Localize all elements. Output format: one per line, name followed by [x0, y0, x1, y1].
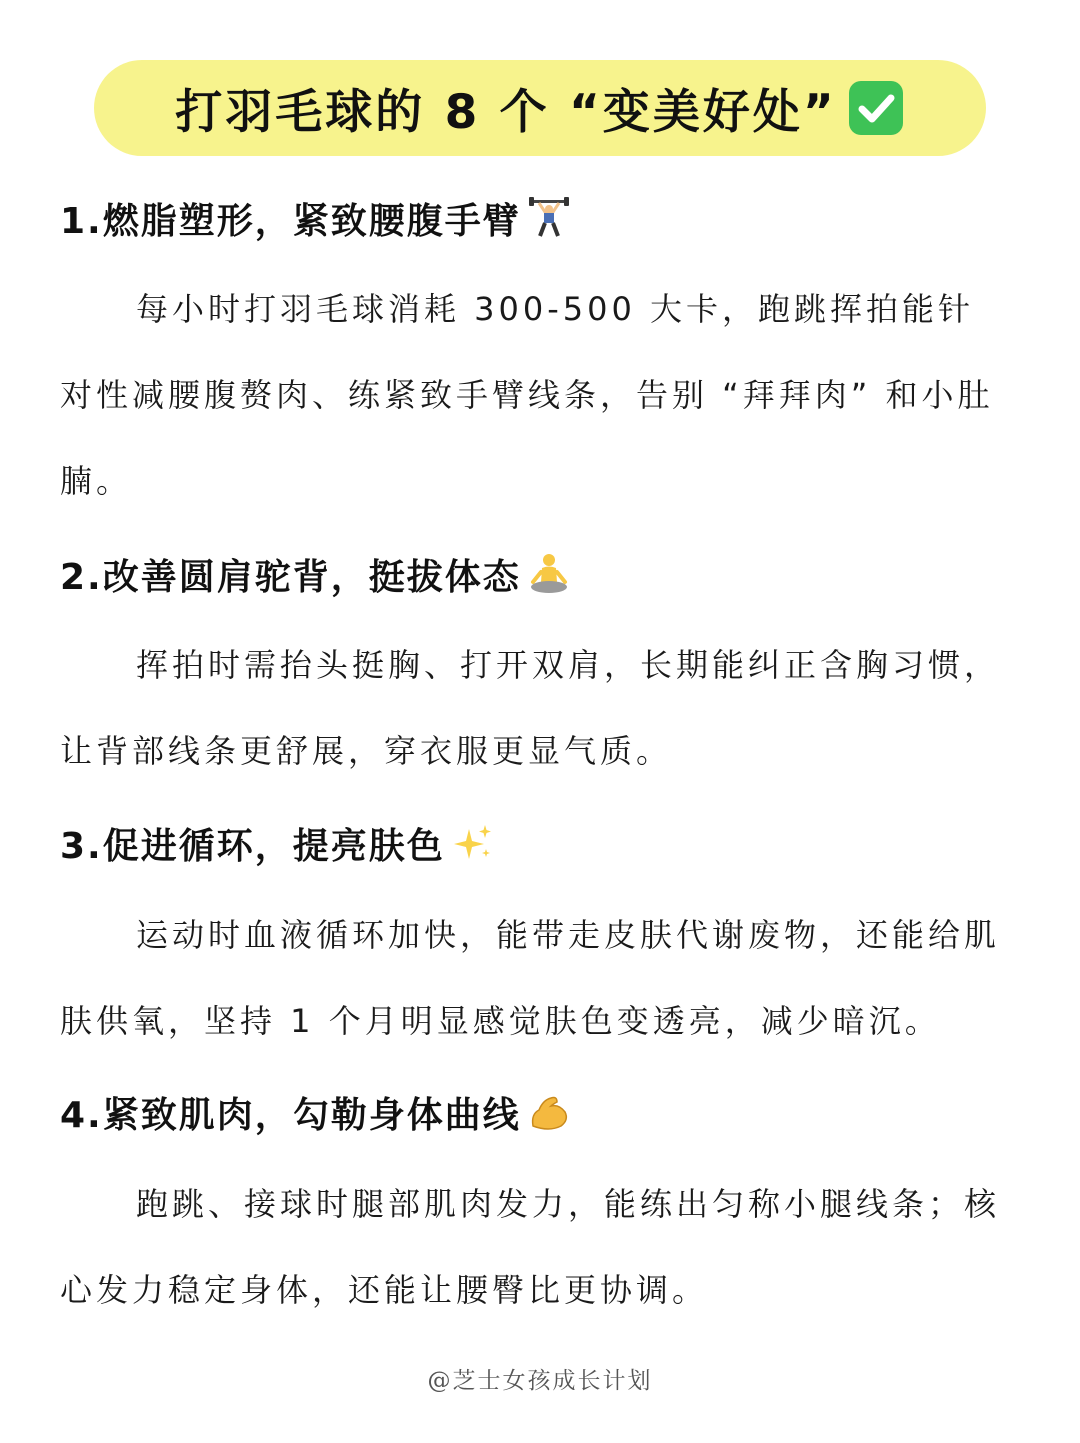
section-heading-text: 2.改善圆肩驼背，挺拔体态	[60, 556, 521, 598]
section-body-1: 每小时打羽毛球消耗 300-500 大卡，跑跳挥拍能针对性减腰腹赘肉、练紧致手臂线条，告别 “拜拜肉” 和小肚腩。	[60, 290, 994, 500]
footer-watermark: @芝士女孩成长计划	[427, 1368, 653, 1394]
flexed-biceps-icon	[527, 1090, 571, 1134]
section-heading-text: 1.燃脂塑形，紧致腰腹手臂	[60, 200, 521, 242]
section-heading-text: 4.紧致肌肉，勾勒身体曲线	[60, 1094, 521, 1136]
section-body-4: 跑跳、接球时腿部肌肉发力，能练出匀称小腿线条；核心发力稳定身体，还能让腰臀比更协调。	[60, 1185, 1001, 1309]
section-heading-2	[60, 551, 571, 597]
section-body-3: 运动时血液循环加快，能带走皮肤代谢废物，还能给肌肤供氧，坚持 1 个月明显感觉肤色变透亮，减少暗沉。	[60, 916, 1001, 1040]
weightlifter-icon	[527, 196, 571, 240]
page-title: 打羽毛球的 8 个 “变美好处”	[175, 84, 837, 140]
section-heading-text: 3.促进循环，提亮肤色	[60, 825, 445, 867]
meditation-person-icon	[527, 552, 571, 596]
section-heading-3	[60, 820, 495, 866]
section-body-2: 挥拍时需抬头挺胸、打开双肩，长期能纠正含胸习惯，让背部线条更舒展，穿衣服更显气质。	[60, 646, 1001, 770]
section-heading-4	[60, 1089, 571, 1135]
check-mark-icon	[847, 79, 905, 137]
sparkles-icon	[451, 821, 495, 865]
title-banner	[94, 60, 986, 156]
section-heading-1	[60, 195, 571, 241]
